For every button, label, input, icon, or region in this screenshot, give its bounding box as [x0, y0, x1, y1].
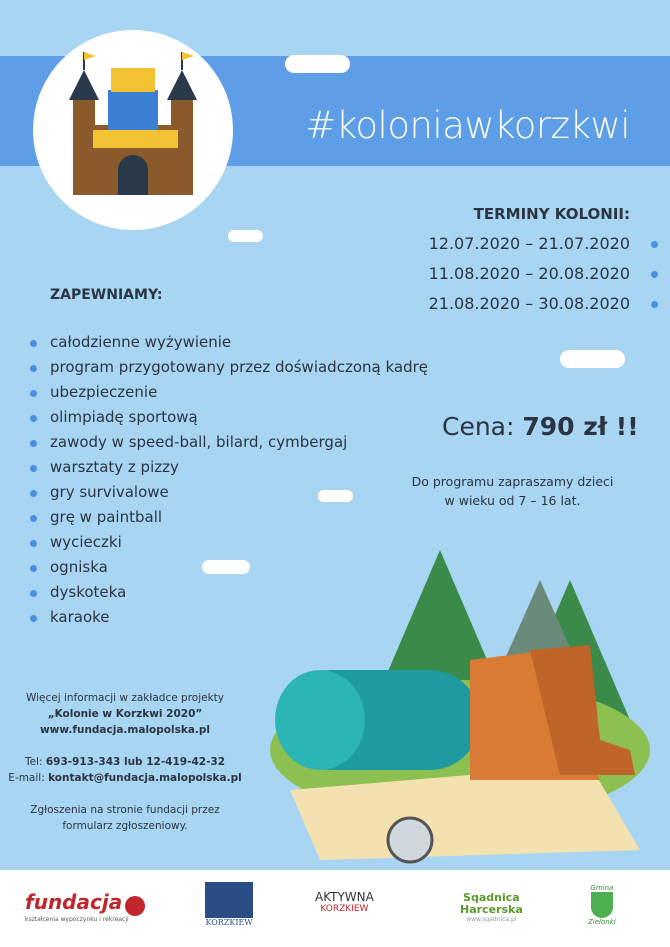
- phone-numbers[interactable]: 693-913-343 lub 12-419-42-32: [45, 756, 226, 768]
- list-item: wycieczki: [30, 530, 428, 555]
- list-item: gry survivalowe: [30, 480, 428, 505]
- age-info-line: w wieku od 7 – 16 lat.: [444, 493, 581, 508]
- contact-info: [0, 690, 250, 834]
- term-date: 11.08.2020 – 20.08.2020: [429, 259, 630, 289]
- zielonki-logo: [588, 884, 616, 926]
- logo-text: fundacja: [25, 890, 123, 914]
- price: [442, 412, 639, 441]
- list-item: całodzienne wyżywienie: [30, 330, 428, 355]
- info-text: formularz zgłoszeniowy.: [62, 820, 188, 832]
- list-item: olimpiadę sportową: [30, 405, 428, 430]
- price-label: Cena:: [442, 412, 515, 441]
- term-date: 12.07.2020 – 21.07.2020: [429, 229, 630, 259]
- logo-text: KORZKIEW: [320, 904, 369, 914]
- logo-text: KORZKIEW: [205, 918, 253, 927]
- logo-text: Harcerska: [460, 903, 523, 916]
- email-link[interactable]: kontakt@fundacja.malopolska.pl: [48, 772, 242, 784]
- website-link[interactable]: www.fundacja.malopolska.pl: [39, 724, 211, 736]
- term-date: 21.08.2020 – 30.08.2020: [429, 289, 630, 319]
- logo-text: Sqadnica: [463, 891, 520, 904]
- castle-logo: [33, 30, 233, 230]
- offer-title: ZAPEWNIAMY:: [50, 287, 163, 303]
- sponsor-footer: [0, 870, 670, 947]
- logo-text: Gmina: [590, 884, 614, 892]
- price-value: 790 zł !!: [522, 412, 639, 441]
- email-label: E-mail:: [8, 772, 45, 784]
- list-item: ogniska: [30, 555, 428, 580]
- list-item: karaoke: [30, 605, 428, 630]
- terms-title: TERMINY KOLONII:: [473, 205, 630, 223]
- fundacja-emblem-icon: [125, 896, 145, 916]
- age-info-line: Do programu zapraszamy dzieci: [411, 474, 614, 489]
- list-item: warsztaty z pizzy: [30, 455, 428, 480]
- info-text: Zgłoszenia na stronie fundacji przez: [30, 804, 220, 816]
- list-item: ubezpieczenie: [30, 380, 428, 405]
- logo-text: kształcenia wypoczynku i rekreacji: [25, 916, 129, 923]
- logo-text: www.sqadnica.pl: [466, 916, 517, 923]
- list-item: dyskoteka: [30, 580, 428, 605]
- aktywna-logo: [315, 890, 374, 914]
- cloud-icon: [228, 230, 263, 242]
- sqadnica-logo: [460, 892, 523, 923]
- compass-icon: [388, 818, 432, 862]
- terms-section: [429, 205, 630, 319]
- list-item: program przygotowany przez doświadczoną kadrę: [30, 355, 428, 380]
- age-info: [390, 472, 635, 510]
- zielonki-crest-icon: [591, 892, 613, 918]
- list-item: zawody w speed-ball, bilard, cymbergaj: [30, 430, 428, 455]
- camping-illustration: [260, 540, 670, 870]
- cloud-icon: [285, 55, 350, 73]
- tel-label: Tel:: [24, 756, 43, 768]
- castle-icon: [33, 30, 233, 230]
- korzkiew-logo: [205, 882, 253, 927]
- fundacja-logo: [25, 890, 145, 923]
- cloud-icon: [560, 350, 625, 368]
- logo-text: AKTYWNA: [315, 890, 374, 904]
- logo-text: Zielonki: [588, 918, 616, 926]
- info-text: Więcej informacji w zakładce projekty: [25, 692, 225, 704]
- list-item: grę w paintball: [30, 505, 428, 530]
- hashtag-title: #koloniawkorzkwi: [305, 104, 630, 147]
- project-name: „Kolonie w Korzkwi 2020”: [47, 708, 203, 720]
- korzkiew-crest-icon: [205, 882, 253, 918]
